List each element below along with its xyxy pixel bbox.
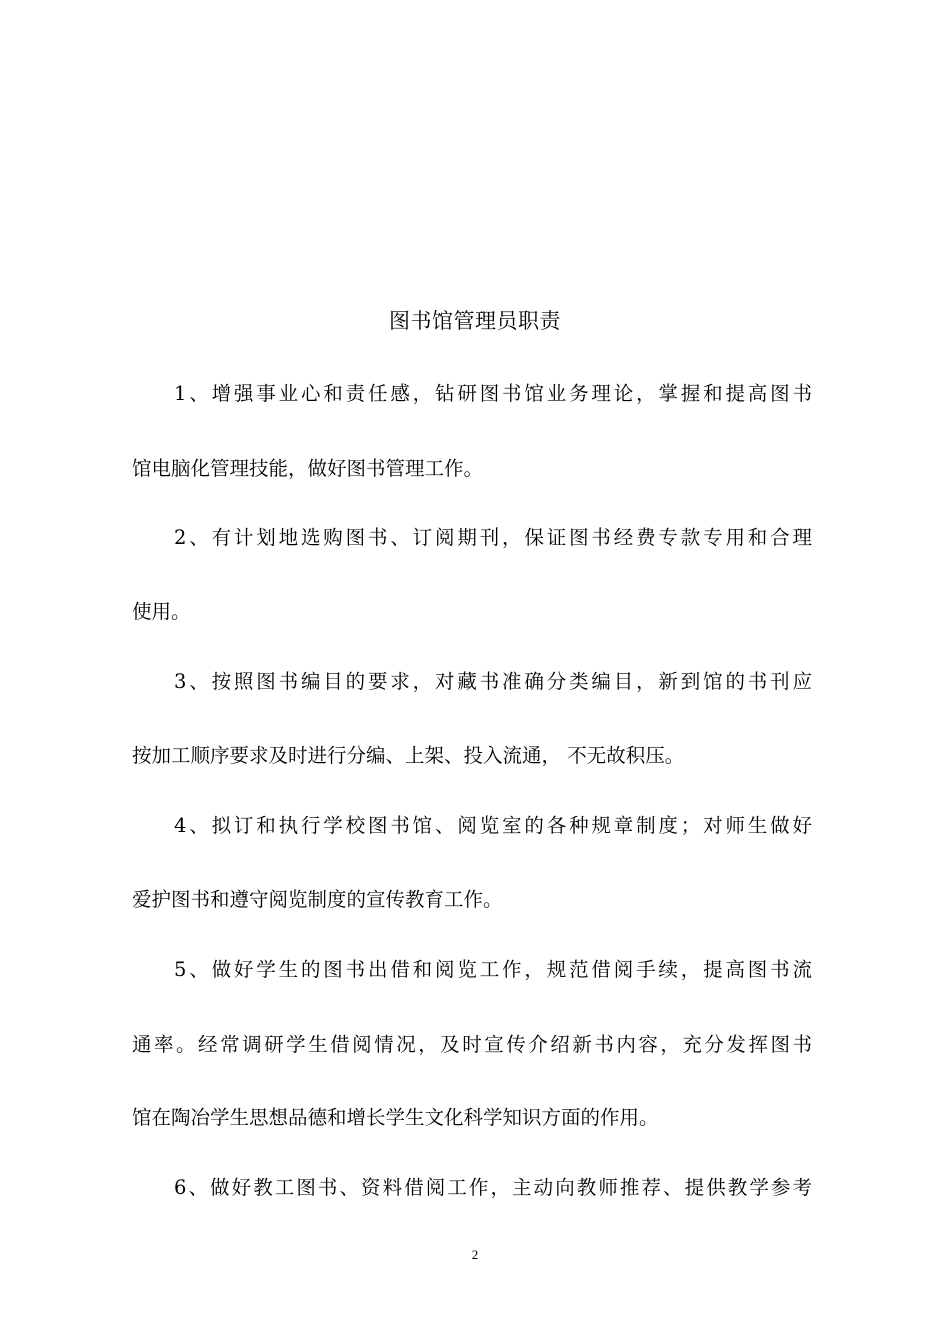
paragraph-3-line-2: 按加工顺序要求及时进行分编、上架、投入流通， 不无故积压。 xyxy=(132,744,685,767)
paragraph-5-line-2: 通率。经常调研学生借阅情况，及时宣传介绍新书内容，充分发挥图书 xyxy=(132,1033,812,1056)
paragraph-5-line-3: 馆在陶冶学生思想品德和增长学生文化科学知识方面的作用。 xyxy=(132,1106,659,1129)
paragraph-4-line-2: 爱护图书和遵守阅览制度的宣传教育工作。 xyxy=(132,888,503,911)
page-title: 图书馆管理员职责 xyxy=(389,309,561,333)
paragraph-6-line-1: 6、做好教工图书、资料借阅工作，主动向教师推荐、提供教学参考 xyxy=(174,1176,812,1199)
paragraph-3-line-1: 3、按照图书编目的要求，对藏书准确分类编目，新到馆的书刊应 xyxy=(174,670,812,693)
paragraph-2-line-1: 2、有计划地选购图书、订阅期刊，保证图书经费专款专用和合理 xyxy=(174,526,812,549)
page-number: 2 xyxy=(471,1247,479,1262)
paragraph-5-line-1: 5、做好学生的图书出借和阅览工作，规范借阅手续，提高图书流 xyxy=(174,958,812,981)
paragraph-4-line-1: 4、拟订和执行学校图书馆、阅览室的各种规章制度；对师生做好 xyxy=(174,814,812,837)
paragraph-1-line-1: 1、增强事业心和责任感，钻研图书馆业务理论，掌握和提高图书 xyxy=(174,382,812,405)
paragraph-1-line-2: 馆电脑化管理技能，做好图书管理工作。 xyxy=(132,457,484,480)
paragraph-2-line-2: 使用。 xyxy=(132,600,191,623)
